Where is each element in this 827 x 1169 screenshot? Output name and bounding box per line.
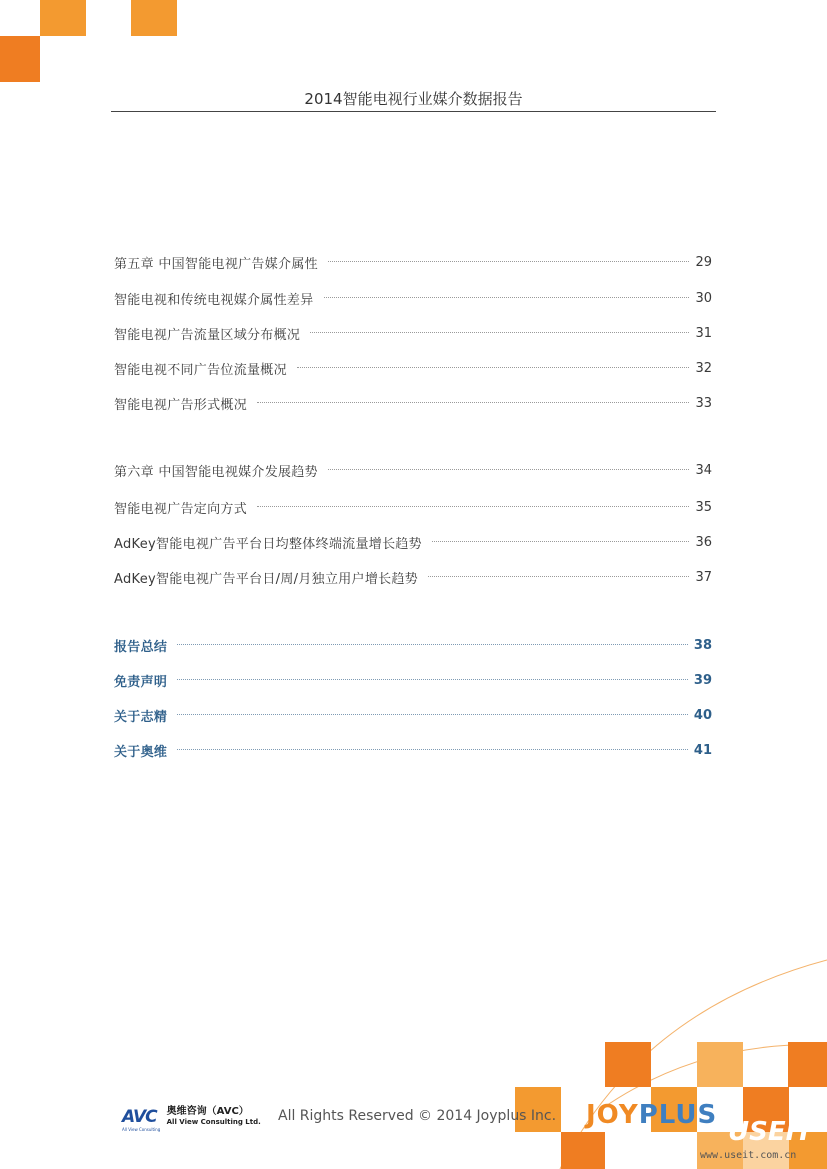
- decor-square: [788, 1042, 827, 1087]
- toc-item-label: AdKey智能电视广告平台日均整体终端流量增长趋势: [114, 536, 422, 552]
- decor-square: [131, 0, 177, 36]
- avc-company-name: [167, 1106, 261, 1128]
- avc-logo-sub: All View Consulting: [122, 1127, 161, 1132]
- page-header-title: 2014智能电视行业媒介数据报告: [304, 90, 523, 108]
- decor-square: [0, 36, 40, 82]
- toc-item-page: 34: [695, 462, 712, 478]
- toc-item[interactable]: [114, 323, 712, 343]
- toc-item[interactable]: [114, 670, 712, 690]
- toc-item[interactable]: [114, 358, 712, 378]
- decor-square: [40, 0, 86, 36]
- toc-leader: [310, 332, 689, 333]
- toc-item[interactable]: [114, 705, 712, 725]
- toc-item[interactable]: [114, 393, 712, 413]
- toc-item[interactable]: [114, 497, 712, 517]
- toc-item[interactable]: [114, 460, 712, 480]
- toc-item-page: 39: [693, 672, 712, 688]
- toc-item-page: 30: [695, 290, 712, 306]
- watermark-logo: USEIT: [728, 1117, 814, 1147]
- toc-item[interactable]: [114, 635, 712, 655]
- joyplus-logo-plus: PLUS: [638, 1100, 718, 1130]
- toc-item-label: 免责声明: [114, 674, 168, 690]
- toc-item[interactable]: [114, 567, 712, 587]
- toc-leader: [324, 297, 690, 298]
- avc-logo: [122, 1107, 161, 1132]
- decor-square: [561, 1132, 605, 1169]
- header-rule: [111, 111, 716, 112]
- avc-name-cn: 奥维咨询（AVC）: [166, 1106, 249, 1117]
- joyplus-logo-joy: JOY: [586, 1100, 639, 1130]
- joyplus-logo: [586, 1100, 717, 1130]
- toc-item-label: 第五章 中国智能电视广告媒介属性: [114, 256, 318, 272]
- toc-item[interactable]: [114, 252, 712, 272]
- toc-item[interactable]: [114, 740, 712, 760]
- toc-item-label: 关于奥维: [114, 744, 168, 760]
- toc-item-page: 29: [695, 254, 712, 270]
- toc-item-label: 智能电视广告形式概况: [114, 397, 248, 413]
- copyright-text: All Rights Reserved © 2014 Joyplus Inc.: [278, 1108, 557, 1124]
- toc-item-page: 31: [695, 325, 712, 341]
- toc-item-label: 智能电视广告流量区域分布概况: [114, 327, 301, 343]
- toc-leader: [432, 541, 689, 542]
- avc-logo-mark: AVC: [122, 1107, 157, 1127]
- toc-leader: [428, 576, 689, 577]
- toc-item-page: 33: [695, 395, 712, 411]
- avc-name-en: All View Consulting Ltd.: [166, 1118, 261, 1126]
- toc-item-page: 35: [695, 499, 712, 515]
- watermark-url: www.useit.com.cn: [700, 1150, 797, 1161]
- toc-item-label: AdKey智能电视广告平台日/周/月独立用户增长趋势: [114, 571, 419, 587]
- toc-item-page: 41: [693, 742, 712, 758]
- toc-item-page: 38: [693, 637, 712, 653]
- toc-leader: [328, 469, 690, 470]
- toc-item-page: 37: [695, 569, 712, 585]
- toc-item[interactable]: [114, 288, 712, 308]
- toc-item-label: 智能电视不同广告位流量概况: [114, 362, 287, 378]
- toc-item-page: 36: [695, 534, 712, 550]
- toc-item[interactable]: [114, 532, 712, 552]
- toc-leader: [257, 506, 689, 507]
- avc-logo-block: [122, 1104, 261, 1130]
- toc-leader: [297, 367, 690, 368]
- toc-item-label: 智能电视和传统电视媒介属性差异: [114, 292, 314, 308]
- toc-item-page: 32: [695, 360, 712, 376]
- toc-item-label: 智能电视广告定向方式: [114, 501, 248, 517]
- toc-leader: [177, 714, 688, 715]
- toc-leader: [177, 679, 688, 680]
- toc-item-page: 40: [693, 707, 712, 723]
- toc-leader: [177, 749, 688, 750]
- toc-leader: [257, 402, 689, 403]
- toc-item-label: 关于志精: [114, 709, 168, 725]
- toc-item-label: 第六章 中国智能电视媒介发展趋势: [114, 464, 318, 480]
- toc-leader: [328, 261, 690, 262]
- decor-square: [605, 1042, 651, 1087]
- decor-square: [697, 1042, 743, 1087]
- toc-leader: [177, 644, 688, 645]
- toc-item-label: 报告总结: [114, 639, 168, 655]
